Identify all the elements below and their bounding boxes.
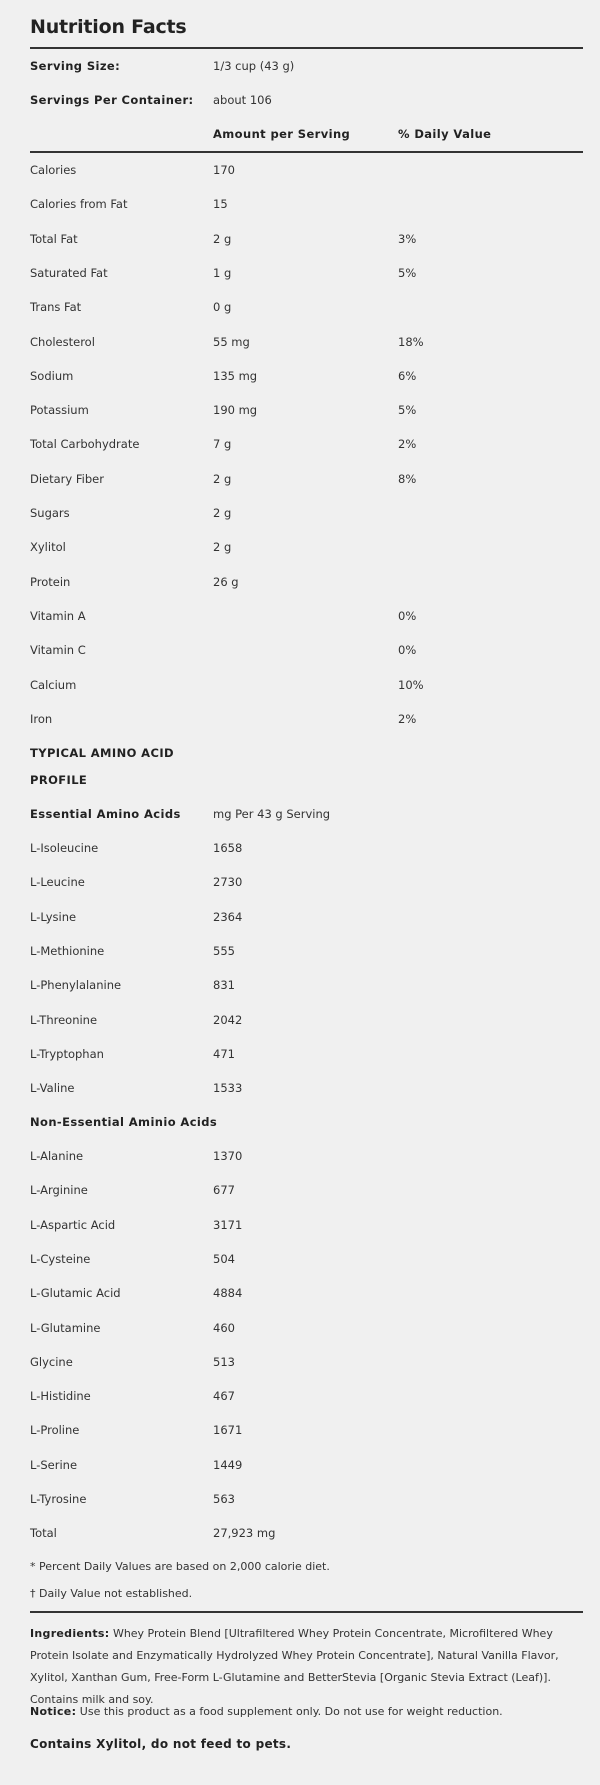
- row-amount: 1449: [213, 1457, 243, 1472]
- row-daily-value: 6%: [398, 368, 417, 383]
- non-essential-amino-heading: Non-Essential Aminio Acids: [30, 1115, 218, 1129]
- nutrient-row: [30, 263, 583, 283]
- row-label: Vitamin A: [30, 608, 86, 623]
- row-label: L-Arginine: [30, 1183, 88, 1198]
- row-daily-value: 3%: [398, 231, 417, 246]
- nutrient-row: [30, 469, 583, 489]
- nutrient-row: [30, 434, 583, 454]
- nutrient-row: [30, 160, 583, 180]
- serving-size-label: Serving Size:: [30, 59, 121, 73]
- row-amount: 1671: [213, 1423, 243, 1438]
- notice-label: Notice:: [30, 1705, 77, 1718]
- amino-profile-heading-line2: PROFILE: [30, 773, 88, 787]
- row-label: L-Lysine: [30, 909, 77, 924]
- row-amount: 26 g: [213, 574, 239, 589]
- row-daily-value: 0%: [398, 608, 417, 623]
- row-label: Trans Fat: [30, 300, 82, 315]
- ingredients-text: Whey Protein Blend [Ultrafiltered Whey Protein Concentrate, Microfiltered Whey Protein Isolate and Enzymatically Hydrolyzed Whey Protein Concentrate], Natural Vanilla Flavor, Xylitol, Xanthan Gum, Free-Form L-Glutamine and BetterStevia [Organic Stevia Extract (Leaf)]. Contains milk and soy.: [30, 1627, 559, 1706]
- header-divider: [30, 151, 583, 153]
- amino-acid-row: [30, 1078, 583, 1098]
- footnote-divider: [30, 1611, 583, 1613]
- amino-acid-row: [30, 1455, 583, 1475]
- row-amount: 135 mg: [213, 368, 258, 383]
- row-amount: 7 g: [213, 437, 232, 452]
- row-amount: 471: [213, 1046, 235, 1061]
- row-label: Protein: [30, 574, 71, 589]
- row-amount: 2364: [213, 909, 243, 924]
- row-label: L-Isoleucine: [30, 841, 99, 855]
- row-label: Saturated Fat: [30, 265, 108, 280]
- row-daily-value: 2%: [398, 437, 417, 452]
- row-amount: 2 g: [213, 506, 232, 520]
- nutrient-row: [30, 640, 583, 660]
- row-label: Iron: [30, 711, 53, 726]
- xylitol-warning: Contains Xylitol, do not feed to pets.: [30, 1737, 292, 1751]
- row-amount: 467: [213, 1389, 235, 1404]
- nutrient-row: [30, 606, 583, 626]
- amino-acid-row: [30, 1420, 583, 1440]
- row-label: L-Histidine: [30, 1389, 91, 1404]
- row-label: Vitamin C: [30, 643, 86, 658]
- amino-acid-row: [30, 1249, 583, 1269]
- row-daily-value: 5%: [398, 403, 417, 418]
- row-label: Dietary Fiber: [30, 471, 104, 486]
- row-amount: 2 g: [213, 231, 232, 246]
- amino-acid-row: [30, 1489, 583, 1509]
- servings-per-container-value: about 106: [213, 93, 272, 107]
- row-amount: 190 mg: [213, 403, 258, 418]
- row-label: L-Methionine: [30, 943, 105, 958]
- row-label: L-Threonine: [30, 1012, 98, 1027]
- row-amount: 563: [213, 1492, 235, 1506]
- row-label: Sodium: [30, 368, 74, 383]
- row-amount: 1533: [213, 1081, 243, 1096]
- nutrient-row: [30, 297, 583, 317]
- nutrient-row: [30, 366, 583, 386]
- amino-acid-row: [30, 1010, 583, 1030]
- amino-profile-heading-line1: TYPICAL AMINO ACID: [30, 746, 174, 760]
- row-label: L-Aspartic Acid: [30, 1217, 116, 1232]
- row-amount: 2 g: [213, 540, 232, 555]
- amino-acid-row: [30, 1318, 583, 1338]
- row-amount: 677: [213, 1183, 235, 1198]
- row-label: L-Glutamine: [30, 1320, 101, 1335]
- nutrient-row: [30, 503, 583, 523]
- notice-text: Use this product as a food supplement only. Do not use for weight reduction.: [79, 1705, 503, 1718]
- row-amount: 55 mg: [213, 334, 250, 349]
- nutrient-row: [30, 229, 583, 249]
- row-daily-value: 5%: [398, 265, 417, 280]
- nutrient-row: [30, 400, 583, 420]
- amino-acid-row: [30, 1386, 583, 1406]
- row-amount: 1 g: [213, 265, 232, 280]
- row-label: Calcium: [30, 677, 77, 692]
- amino-acid-row: [30, 1146, 583, 1166]
- notice-paragraph: [30, 1701, 570, 1723]
- amino-acid-row: [30, 1180, 583, 1200]
- row-amount: 4884: [213, 1286, 243, 1301]
- row-amount: 460: [213, 1320, 235, 1335]
- page-title: Nutrition Facts: [30, 16, 187, 38]
- total-row: [30, 1523, 583, 1543]
- row-label: L-Tyrosine: [30, 1492, 87, 1506]
- row-amount: 2042: [213, 1012, 243, 1027]
- column-header-row: [30, 124, 583, 144]
- ingredients-label: Ingredients:: [30, 1627, 110, 1640]
- amino-acid-row: [30, 975, 583, 995]
- row-label: L-Alanine: [30, 1149, 84, 1163]
- row-amount: 1658: [213, 841, 243, 855]
- nutrient-row: [30, 194, 583, 214]
- serving-unit-label: mg Per 43 g Serving: [213, 807, 331, 821]
- row-daily-value: 8%: [398, 471, 417, 486]
- row-label: Potassium: [30, 403, 89, 418]
- amino-acid-row: [30, 907, 583, 927]
- nutrient-row: [30, 537, 583, 557]
- row-amount: 0 g: [213, 300, 232, 315]
- amino-acid-row: [30, 838, 583, 858]
- row-amount: 504: [213, 1251, 235, 1266]
- amino-acid-row: [30, 1215, 583, 1235]
- row-amount: 15: [213, 197, 228, 212]
- nutrient-row: [30, 572, 583, 592]
- servings-per-container-row: [30, 90, 583, 110]
- row-amount: 2730: [213, 875, 243, 890]
- row-label: Sugars: [30, 506, 70, 520]
- row-label: L-Cysteine: [30, 1251, 91, 1266]
- row-amount: 555: [213, 943, 235, 958]
- ingredients-paragraph: [30, 1623, 570, 1711]
- daily-value-column-header: % Daily Value: [398, 127, 492, 141]
- row-label: L-Leucine: [30, 875, 85, 890]
- row-amount: 831: [213, 978, 235, 993]
- row-label: Glycine: [30, 1354, 73, 1369]
- row-label: L-Glutamic Acid: [30, 1286, 121, 1301]
- row-amount: 513: [213, 1354, 235, 1369]
- row-label: Calories: [30, 163, 77, 177]
- serving-size-row: [30, 56, 583, 76]
- amino-acid-row: [30, 872, 583, 892]
- row-label: L-Tryptophan: [30, 1046, 104, 1061]
- row-amount: 170: [213, 163, 235, 177]
- total-label: Total: [30, 1526, 57, 1540]
- row-label: Cholesterol: [30, 334, 95, 349]
- row-daily-value: 0%: [398, 643, 417, 658]
- row-label: L-Phenylalanine: [30, 978, 122, 993]
- amount-column-header: Amount per Serving: [213, 127, 351, 141]
- row-daily-value: 10%: [398, 677, 424, 692]
- footnote-not-established: † Daily Value not established.: [30, 1587, 193, 1600]
- essential-heading-row: [30, 804, 583, 824]
- amino-acid-row: [30, 1352, 583, 1372]
- row-label: Total Fat: [30, 231, 78, 246]
- row-amount: 1370: [213, 1149, 243, 1163]
- nutrient-row: [30, 709, 583, 729]
- row-amount: 2 g: [213, 471, 232, 486]
- row-label: Calories from Fat: [30, 197, 128, 212]
- title-divider: [30, 47, 583, 49]
- row-label: L-Valine: [30, 1081, 75, 1096]
- row-label: L-Serine: [30, 1457, 78, 1472]
- row-label: Total Carbohydrate: [30, 437, 140, 452]
- nutrient-row: [30, 675, 583, 695]
- serving-size-value: 1/3 cup (43 g): [213, 59, 295, 73]
- amino-acid-row: [30, 941, 583, 961]
- footnote-daily-values: * Percent Daily Values are based on 2,000 calorie diet.: [30, 1560, 330, 1573]
- row-label: L-Proline: [30, 1423, 80, 1438]
- nutrient-row: [30, 332, 583, 352]
- row-daily-value: 2%: [398, 711, 417, 726]
- amino-acid-row: [30, 1283, 583, 1303]
- essential-amino-heading: Essential Amino Acids: [30, 807, 181, 821]
- row-daily-value: 18%: [398, 334, 424, 349]
- row-label: Xylitol: [30, 540, 66, 555]
- amino-acid-row: [30, 1044, 583, 1064]
- total-value: 27,923 mg: [213, 1526, 276, 1540]
- row-amount: 3171: [213, 1217, 243, 1232]
- servings-per-container-label: Servings Per Container:: [30, 93, 194, 107]
